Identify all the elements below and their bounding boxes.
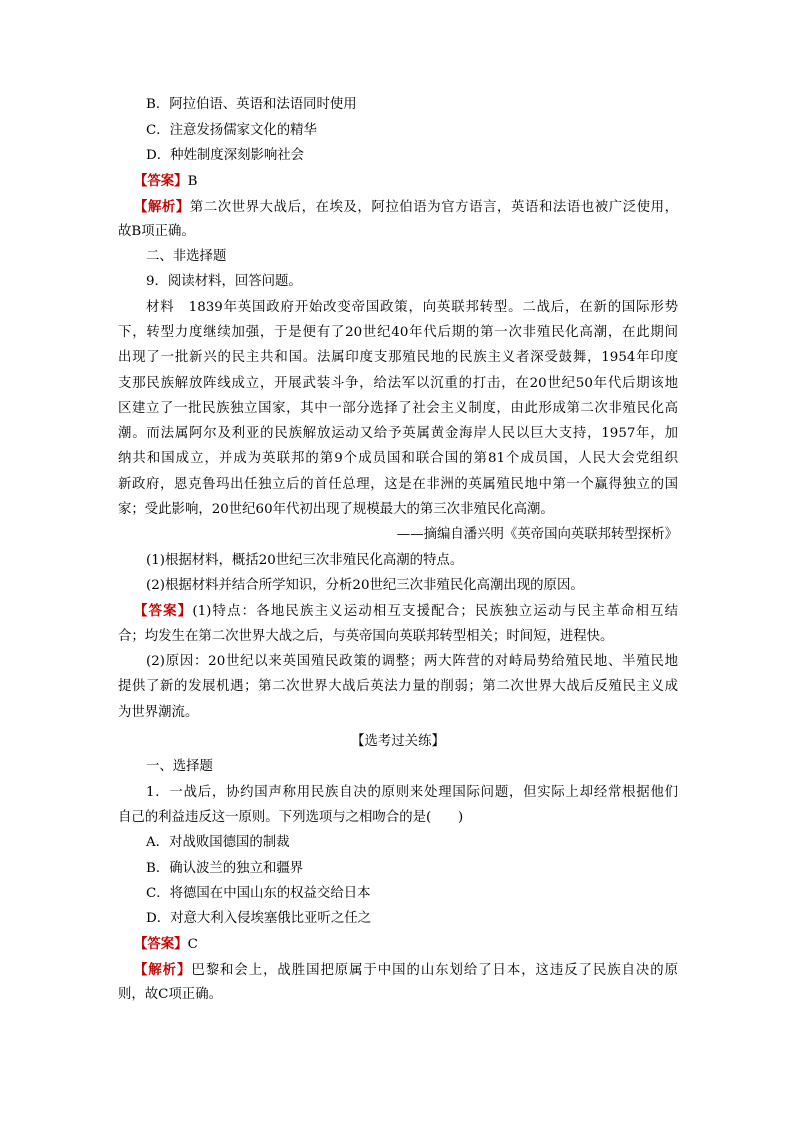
- material-line: 材料 1839年英国政府开始改变帝国政策，向英联邦转型。二战后，在新的国际形势: [146, 300, 678, 315]
- practice-title: 【选考过关练】: [351, 734, 445, 749]
- material-line: 区建立了一批民族独立国家，其中一部分选择了社会主义制度，由此形成第二次非殖民化高: [118, 401, 678, 416]
- q9-sub1: (1)根据材料，概括20世纪三次非殖民化高潮的特点。: [146, 553, 464, 568]
- material-line: 纳共和国成立，并成为英联邦的第9个成员国和联合国的第81个成员国，人民大会党组织: [118, 451, 678, 466]
- practice-q1-line2: 自己的利益违反这一原则。下列选项与之相吻合的是( ): [118, 810, 464, 825]
- answer-value: C: [187, 937, 198, 952]
- q9-answer-line1: 【答案】(1)特点：各地民族主义运动相互支援配合；民族独立运动与民主革命相互结: [134, 603, 679, 619]
- q9-answer-line4: 提供了新的发展机遇；第二次世界大战后英法力量的削弱；第二次世界大战后反殖民主义成: [118, 679, 678, 694]
- practice-option-a: A．对战败国德国的制裁: [146, 835, 290, 850]
- q8-analysis-line2: 故B项正确。: [118, 224, 195, 239]
- q9-answer-line5: 为世界潮流。: [118, 705, 199, 720]
- answer-value: B: [187, 174, 198, 189]
- practice-option-d: D．对意大利入侵埃塞俄比亚听之任之: [146, 911, 371, 926]
- practice-analysis-line1: 【解析】巴黎和会上，战胜国把原属于中国的山东划给了日本，这违反了民族自决的原: [134, 962, 679, 978]
- q8-analysis-line1: 【解析】第二次世界大战后，在埃及，阿拉伯语为官方语言，英语和法语也被广泛使用，: [134, 199, 679, 215]
- q9-answer-line2: 合；均发生在第二次世界大战之后，与英帝国向英联邦转型相关；时间短，进程快。: [118, 629, 614, 644]
- material-line: 下，转型力度继续加强，于是便有了20世纪40年代后期的第一次非殖民化高潮，在此期间: [118, 325, 678, 340]
- analysis-tag: 【解析】: [134, 962, 192, 978]
- answer-tag: 【答案】: [134, 936, 188, 952]
- material-line: 家；受此影响，20世纪60年代初出现了规模最大的第三次非殖民化高潮。: [118, 502, 554, 517]
- practice-answer: [134, 934, 694, 955]
- q8-answer: [134, 171, 694, 192]
- material-line: 支那民族解放阵线成立，开展武装斗争，给法军以沉重的打击，在20世纪50年代后期该地: [118, 376, 678, 391]
- practice-heading: 一、选择题: [146, 759, 213, 774]
- material-line: 出现了一批新兴的民主共和国。法属印度支那殖民地的民族主义者深受鼓舞，1954年印度: [118, 350, 678, 365]
- q8-option-c: C．注意发扬儒家文化的精华: [146, 123, 317, 138]
- practice-q1-line1: 1．一战后，协约国声称用民族自决的原则来处理国际问题，但实际上却经常根据他们: [146, 785, 678, 800]
- answer-tag: 【答案】: [134, 173, 188, 189]
- material-line: 潮。而法属阿尔及利亚的民族解放运动又给予英属黄金海岸人民以巨大支持，1957年，加: [118, 426, 678, 441]
- practice-analysis-line2: 则，故C项正确。: [118, 987, 222, 1002]
- answer-tag: 【答案】: [134, 603, 193, 619]
- q9-answer-line3: (2)原因：20世纪以来英国殖民政策的调整；两大阵营的对峙局势给殖民地、半殖民地: [146, 654, 678, 669]
- analysis-tag: 【解析】: [134, 199, 190, 215]
- q9-stem: 9．阅读材料，回答问题。: [146, 274, 302, 289]
- practice-option-c: C．将德国在中国山东的权益交给日本: [146, 886, 371, 901]
- section-heading-nonchoice: 二、非选择题: [146, 249, 227, 264]
- practice-option-b: B．确认波兰的独立和疆界: [146, 861, 304, 876]
- material-line: 新政府，恩克鲁玛出任独立后的首任总理，这是在非洲的英属殖民地中第一个赢得独立的国: [118, 477, 678, 492]
- q8-option-b: B．阿拉伯语、英语和法语同时使用: [146, 97, 357, 112]
- material-source: ——摘编自潘兴明《英帝国向英联邦转型探析》: [396, 527, 678, 542]
- q9-sub2: (2)根据材料并结合所学知识，分析20世纪三次非殖民化高潮出现的原因。: [146, 578, 584, 593]
- q8-option-d: D．种姓制度深刻影响社会: [146, 148, 305, 163]
